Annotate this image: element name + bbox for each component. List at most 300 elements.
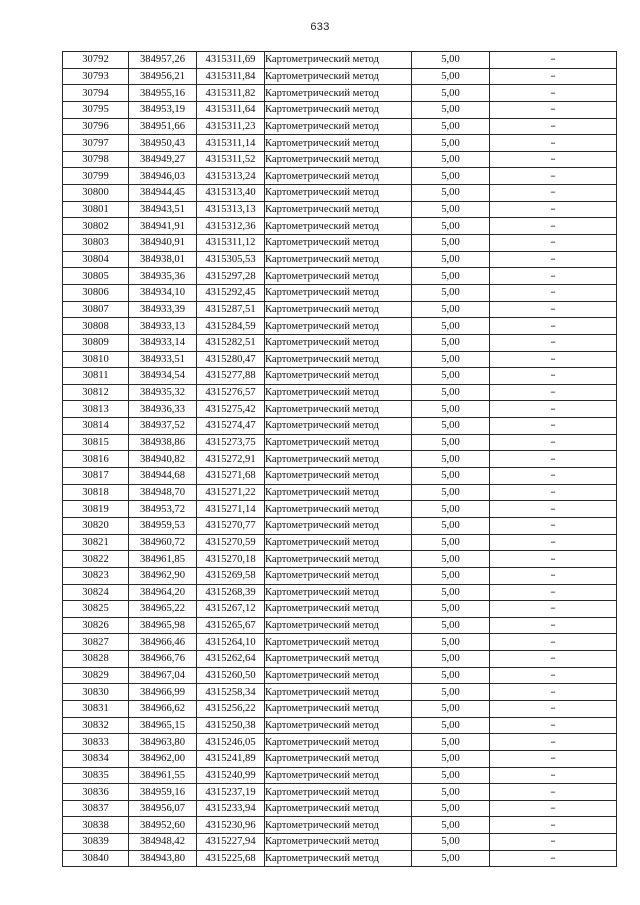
point-number-cell: 30800	[63, 185, 129, 202]
table-row	[63, 251, 617, 268]
description-cell: –	[490, 268, 617, 285]
x-coordinate-cell: 384933,14	[129, 334, 197, 351]
point-number-cell: 30796	[63, 118, 129, 135]
method-cell: Картометрический метод	[265, 601, 412, 618]
description-cell: –	[490, 401, 617, 418]
description-cell: –	[490, 601, 617, 618]
accuracy-cell: 5,00	[412, 318, 490, 335]
description-cell: –	[490, 484, 617, 501]
table-row	[63, 235, 617, 252]
point-number-cell: 30804	[63, 251, 129, 268]
method-cell: Картометрический метод	[265, 68, 412, 85]
accuracy-cell: 5,00	[412, 384, 490, 401]
x-coordinate-cell: 384949,27	[129, 151, 197, 168]
table-row	[63, 551, 617, 568]
description-cell: –	[490, 534, 617, 551]
accuracy-cell: 5,00	[412, 750, 490, 767]
y-coordinate-cell: 4315269,58	[197, 567, 265, 584]
y-coordinate-cell: 4315274,47	[197, 418, 265, 435]
point-number-cell: 30815	[63, 434, 129, 451]
x-coordinate-cell: 384941,91	[129, 218, 197, 235]
method-cell: Картометрический метод	[265, 351, 412, 368]
x-coordinate-cell: 384961,85	[129, 551, 197, 568]
y-coordinate-cell: 4315280,47	[197, 351, 265, 368]
y-coordinate-cell: 4315276,57	[197, 384, 265, 401]
y-coordinate-cell: 4315230,96	[197, 817, 265, 834]
x-coordinate-cell: 384967,04	[129, 667, 197, 684]
method-cell: Картометрический метод	[265, 368, 412, 385]
x-coordinate-cell: 384950,43	[129, 135, 197, 152]
method-cell: Картометрический метод	[265, 434, 412, 451]
y-coordinate-cell: 4315312,36	[197, 218, 265, 235]
x-coordinate-cell: 384965,22	[129, 601, 197, 618]
method-cell: Картометрический метод	[265, 284, 412, 301]
y-coordinate-cell: 4315258,34	[197, 684, 265, 701]
accuracy-cell: 5,00	[412, 634, 490, 651]
point-number-cell: 30817	[63, 468, 129, 485]
description-cell: –	[490, 850, 617, 867]
y-coordinate-cell: 4315241,89	[197, 750, 265, 767]
method-cell: Картометрический метод	[265, 534, 412, 551]
y-coordinate-cell: 4315287,51	[197, 301, 265, 318]
table-row	[63, 434, 617, 451]
table-row	[63, 52, 617, 69]
description-cell: –	[490, 185, 617, 202]
x-coordinate-cell: 384955,16	[129, 85, 197, 102]
method-cell: Картометрический метод	[265, 784, 412, 801]
description-cell: –	[490, 384, 617, 401]
point-number-cell: 30826	[63, 617, 129, 634]
x-coordinate-cell: 384956,21	[129, 68, 197, 85]
method-cell: Картометрический метод	[265, 551, 412, 568]
x-coordinate-cell: 384952,60	[129, 817, 197, 834]
table-row	[63, 667, 617, 684]
method-cell: Картометрический метод	[265, 468, 412, 485]
x-coordinate-cell: 384940,82	[129, 451, 197, 468]
y-coordinate-cell: 4315271,14	[197, 501, 265, 518]
method-cell: Картометрический метод	[265, 418, 412, 435]
y-coordinate-cell: 4315271,68	[197, 468, 265, 485]
description-cell: –	[490, 418, 617, 435]
point-number-cell: 30799	[63, 168, 129, 185]
point-number-cell: 30819	[63, 501, 129, 518]
x-coordinate-cell: 384940,91	[129, 235, 197, 252]
x-coordinate-cell: 384959,16	[129, 784, 197, 801]
accuracy-cell: 5,00	[412, 235, 490, 252]
y-coordinate-cell: 4315237,19	[197, 784, 265, 801]
point-number-cell: 30838	[63, 817, 129, 834]
y-coordinate-cell: 4315284,59	[197, 318, 265, 335]
point-number-cell: 30821	[63, 534, 129, 551]
accuracy-cell: 5,00	[412, 517, 490, 534]
x-coordinate-cell: 384965,98	[129, 617, 197, 634]
table-row	[63, 85, 617, 102]
point-number-cell: 30834	[63, 750, 129, 767]
table-row	[63, 717, 617, 734]
table-row	[63, 700, 617, 717]
x-coordinate-cell: 384943,51	[129, 201, 197, 218]
method-cell: Картометрический метод	[265, 584, 412, 601]
point-number-cell: 30798	[63, 151, 129, 168]
method-cell: Картометрический метод	[265, 651, 412, 668]
x-coordinate-cell: 384951,66	[129, 118, 197, 135]
y-coordinate-cell: 4315270,18	[197, 551, 265, 568]
description-cell: –	[490, 52, 617, 69]
point-number-cell: 30801	[63, 201, 129, 218]
y-coordinate-cell: 4315282,51	[197, 334, 265, 351]
table-row	[63, 468, 617, 485]
table-row	[63, 484, 617, 501]
x-coordinate-cell: 384966,76	[129, 651, 197, 668]
y-coordinate-cell: 4315264,10	[197, 634, 265, 651]
point-number-cell: 30811	[63, 368, 129, 385]
table-row	[63, 784, 617, 801]
x-coordinate-cell: 384953,72	[129, 501, 197, 518]
point-number-cell: 30806	[63, 284, 129, 301]
y-coordinate-cell: 4315313,24	[197, 168, 265, 185]
method-cell: Картометрический метод	[265, 235, 412, 252]
y-coordinate-cell: 4315311,14	[197, 135, 265, 152]
description-cell: –	[490, 468, 617, 485]
description-cell: –	[490, 817, 617, 834]
y-coordinate-cell: 4315233,94	[197, 800, 265, 817]
x-coordinate-cell: 384948,70	[129, 484, 197, 501]
method-cell: Картометрический метод	[265, 52, 412, 69]
x-coordinate-cell: 384935,36	[129, 268, 197, 285]
page-number: 633	[310, 21, 330, 33]
table-row	[63, 617, 617, 634]
description-cell: –	[490, 651, 617, 668]
point-number-cell: 30824	[63, 584, 129, 601]
y-coordinate-cell: 4315311,12	[197, 235, 265, 252]
x-coordinate-cell: 384938,86	[129, 434, 197, 451]
point-number-cell: 30793	[63, 68, 129, 85]
x-coordinate-cell: 384953,19	[129, 101, 197, 118]
method-cell: Картометрический метод	[265, 101, 412, 118]
point-number-cell: 30797	[63, 135, 129, 152]
method-cell: Картометрический метод	[265, 168, 412, 185]
description-cell: –	[490, 501, 617, 518]
accuracy-cell: 5,00	[412, 185, 490, 202]
table-row	[63, 850, 617, 867]
description-cell: –	[490, 368, 617, 385]
point-number-cell: 30827	[63, 634, 129, 651]
accuracy-cell: 5,00	[412, 68, 490, 85]
table-row	[63, 750, 617, 767]
accuracy-cell: 5,00	[412, 334, 490, 351]
x-coordinate-cell: 384966,46	[129, 634, 197, 651]
method-cell: Картометрический метод	[265, 700, 412, 717]
accuracy-cell: 5,00	[412, 484, 490, 501]
y-coordinate-cell: 4315311,69	[197, 52, 265, 69]
x-coordinate-cell: 384966,62	[129, 700, 197, 717]
description-cell: –	[490, 101, 617, 118]
y-coordinate-cell: 4315311,82	[197, 85, 265, 102]
description-cell: –	[490, 834, 617, 851]
table-row	[63, 268, 617, 285]
accuracy-cell: 5,00	[412, 784, 490, 801]
coordinates-table-body	[63, 52, 617, 867]
y-coordinate-cell: 4315273,75	[197, 434, 265, 451]
point-number-cell: 30810	[63, 351, 129, 368]
accuracy-cell: 5,00	[412, 401, 490, 418]
accuracy-cell: 5,00	[412, 434, 490, 451]
point-number-cell: 30802	[63, 218, 129, 235]
description-cell: –	[490, 551, 617, 568]
point-number-cell: 30840	[63, 850, 129, 867]
point-number-cell: 30832	[63, 717, 129, 734]
description-cell: –	[490, 301, 617, 318]
method-cell: Картометрический метод	[265, 135, 412, 152]
y-coordinate-cell: 4315292,45	[197, 284, 265, 301]
accuracy-cell: 5,00	[412, 135, 490, 152]
table-row	[63, 185, 617, 202]
method-cell: Картометрический метод	[265, 517, 412, 534]
table-row	[63, 318, 617, 335]
method-cell: Картометрический метод	[265, 817, 412, 834]
point-number-cell: 30825	[63, 601, 129, 618]
x-coordinate-cell: 384965,15	[129, 717, 197, 734]
description-cell: –	[490, 135, 617, 152]
description-cell: –	[490, 251, 617, 268]
point-number-cell: 30829	[63, 667, 129, 684]
table-row	[63, 501, 617, 518]
point-number-cell: 30835	[63, 767, 129, 784]
accuracy-cell: 5,00	[412, 850, 490, 867]
table-row	[63, 68, 617, 85]
method-cell: Картометрический метод	[265, 334, 412, 351]
y-coordinate-cell: 4315311,52	[197, 151, 265, 168]
description-cell: –	[490, 700, 617, 717]
x-coordinate-cell: 384964,20	[129, 584, 197, 601]
accuracy-cell: 5,00	[412, 501, 490, 518]
accuracy-cell: 5,00	[412, 451, 490, 468]
accuracy-cell: 5,00	[412, 817, 490, 834]
method-cell: Картометрический метод	[265, 684, 412, 701]
table-row	[63, 601, 617, 618]
description-cell: –	[490, 750, 617, 767]
method-cell: Картометрический метод	[265, 401, 412, 418]
point-number-cell: 30792	[63, 52, 129, 69]
table-row	[63, 201, 617, 218]
description-cell: –	[490, 667, 617, 684]
y-coordinate-cell: 4315246,05	[197, 734, 265, 751]
accuracy-cell: 5,00	[412, 684, 490, 701]
table-row	[63, 334, 617, 351]
y-coordinate-cell: 4315311,64	[197, 101, 265, 118]
description-cell: –	[490, 717, 617, 734]
description-cell: –	[490, 617, 617, 634]
point-number-cell: 30820	[63, 517, 129, 534]
table-row	[63, 634, 617, 651]
point-number-cell: 30814	[63, 418, 129, 435]
point-number-cell: 30803	[63, 235, 129, 252]
method-cell: Картометрический метод	[265, 834, 412, 851]
table-row	[63, 401, 617, 418]
y-coordinate-cell: 4315305,53	[197, 251, 265, 268]
point-number-cell: 30818	[63, 484, 129, 501]
description-cell: –	[490, 567, 617, 584]
method-cell: Картометрический метод	[265, 767, 412, 784]
accuracy-cell: 5,00	[412, 418, 490, 435]
method-cell: Картометрический метод	[265, 617, 412, 634]
y-coordinate-cell: 4315268,39	[197, 584, 265, 601]
table-row	[63, 351, 617, 368]
description-cell: –	[490, 634, 617, 651]
accuracy-cell: 5,00	[412, 551, 490, 568]
point-number-cell: 30816	[63, 451, 129, 468]
table-row	[63, 800, 617, 817]
description-cell: –	[490, 584, 617, 601]
accuracy-cell: 5,00	[412, 118, 490, 135]
description-cell: –	[490, 434, 617, 451]
table-row	[63, 534, 617, 551]
point-number-cell: 30805	[63, 268, 129, 285]
accuracy-cell: 5,00	[412, 651, 490, 668]
x-coordinate-cell: 384948,42	[129, 834, 197, 851]
y-coordinate-cell: 4315311,84	[197, 68, 265, 85]
table-row	[63, 418, 617, 435]
point-number-cell: 30828	[63, 651, 129, 668]
description-cell: –	[490, 218, 617, 235]
point-number-cell: 30830	[63, 684, 129, 701]
table-row	[63, 834, 617, 851]
accuracy-cell: 5,00	[412, 351, 490, 368]
method-cell: Картометрический метод	[265, 501, 412, 518]
table-row	[63, 101, 617, 118]
method-cell: Картометрический метод	[265, 268, 412, 285]
y-coordinate-cell: 4315297,28	[197, 268, 265, 285]
point-number-cell: 30808	[63, 318, 129, 335]
method-cell: Картометрический метод	[265, 318, 412, 335]
method-cell: Картометрический метод	[265, 118, 412, 135]
method-cell: Картометрический метод	[265, 850, 412, 867]
x-coordinate-cell: 384936,33	[129, 401, 197, 418]
x-coordinate-cell: 384960,72	[129, 534, 197, 551]
accuracy-cell: 5,00	[412, 52, 490, 69]
y-coordinate-cell: 4315256,22	[197, 700, 265, 717]
point-number-cell: 30795	[63, 101, 129, 118]
y-coordinate-cell: 4315270,59	[197, 534, 265, 551]
description-cell: –	[490, 235, 617, 252]
method-cell: Картометрический метод	[265, 201, 412, 218]
x-coordinate-cell: 384963,80	[129, 734, 197, 751]
table-row	[63, 168, 617, 185]
description-cell: –	[490, 334, 617, 351]
table-row	[63, 384, 617, 401]
table-row	[63, 651, 617, 668]
description-cell: –	[490, 151, 617, 168]
table-row	[63, 368, 617, 385]
x-coordinate-cell: 384934,10	[129, 284, 197, 301]
accuracy-cell: 5,00	[412, 601, 490, 618]
y-coordinate-cell: 4315272,91	[197, 451, 265, 468]
x-coordinate-cell: 384966,99	[129, 684, 197, 701]
description-cell: –	[490, 201, 617, 218]
accuracy-cell: 5,00	[412, 734, 490, 751]
y-coordinate-cell: 4315240,99	[197, 767, 265, 784]
accuracy-cell: 5,00	[412, 201, 490, 218]
description-cell: –	[490, 734, 617, 751]
table-row	[63, 151, 617, 168]
y-coordinate-cell: 4315227,94	[197, 834, 265, 851]
accuracy-cell: 5,00	[412, 534, 490, 551]
description-cell: –	[490, 767, 617, 784]
description-cell: –	[490, 784, 617, 801]
description-cell: –	[490, 118, 617, 135]
accuracy-cell: 5,00	[412, 101, 490, 118]
table-row	[63, 517, 617, 534]
accuracy-cell: 5,00	[412, 617, 490, 634]
accuracy-cell: 5,00	[412, 584, 490, 601]
y-coordinate-cell: 4315271,22	[197, 484, 265, 501]
method-cell: Картометрический метод	[265, 717, 412, 734]
y-coordinate-cell: 4315313,40	[197, 185, 265, 202]
method-cell: Картометрический метод	[265, 800, 412, 817]
accuracy-cell: 5,00	[412, 368, 490, 385]
method-cell: Картометрический метод	[265, 218, 412, 235]
accuracy-cell: 5,00	[412, 251, 490, 268]
point-number-cell: 30836	[63, 784, 129, 801]
accuracy-cell: 5,00	[412, 151, 490, 168]
x-coordinate-cell: 384944,45	[129, 185, 197, 202]
x-coordinate-cell: 384961,55	[129, 767, 197, 784]
accuracy-cell: 5,00	[412, 284, 490, 301]
point-number-cell: 30837	[63, 800, 129, 817]
point-number-cell: 30833	[63, 734, 129, 751]
y-coordinate-cell: 4315277,88	[197, 368, 265, 385]
accuracy-cell: 5,00	[412, 834, 490, 851]
y-coordinate-cell: 4315225,68	[197, 850, 265, 867]
table-row	[63, 767, 617, 784]
y-coordinate-cell: 4315250,38	[197, 717, 265, 734]
method-cell: Картометрический метод	[265, 567, 412, 584]
description-cell: –	[490, 168, 617, 185]
y-coordinate-cell: 4315260,50	[197, 667, 265, 684]
point-number-cell: 30823	[63, 567, 129, 584]
accuracy-cell: 5,00	[412, 168, 490, 185]
method-cell: Картометрический метод	[265, 301, 412, 318]
table-row	[63, 218, 617, 235]
x-coordinate-cell: 384938,01	[129, 251, 197, 268]
description-cell: –	[490, 284, 617, 301]
method-cell: Картометрический метод	[265, 451, 412, 468]
table-row	[63, 734, 617, 751]
description-cell: –	[490, 68, 617, 85]
point-number-cell: 30822	[63, 551, 129, 568]
table-row	[63, 451, 617, 468]
method-cell: Картометрический метод	[265, 484, 412, 501]
x-coordinate-cell: 384962,90	[129, 567, 197, 584]
y-coordinate-cell: 4315313,13	[197, 201, 265, 218]
accuracy-cell: 5,00	[412, 567, 490, 584]
x-coordinate-cell: 384933,39	[129, 301, 197, 318]
description-cell: –	[490, 517, 617, 534]
table-row	[63, 817, 617, 834]
table-row	[63, 301, 617, 318]
accuracy-cell: 5,00	[412, 468, 490, 485]
method-cell: Картометрический метод	[265, 85, 412, 102]
table-row	[63, 684, 617, 701]
method-cell: Картометрический метод	[265, 750, 412, 767]
accuracy-cell: 5,00	[412, 85, 490, 102]
method-cell: Картометрический метод	[265, 185, 412, 202]
accuracy-cell: 5,00	[412, 767, 490, 784]
method-cell: Картометрический метод	[265, 151, 412, 168]
method-cell: Картометрический метод	[265, 667, 412, 684]
x-coordinate-cell: 384943,80	[129, 850, 197, 867]
accuracy-cell: 5,00	[412, 301, 490, 318]
